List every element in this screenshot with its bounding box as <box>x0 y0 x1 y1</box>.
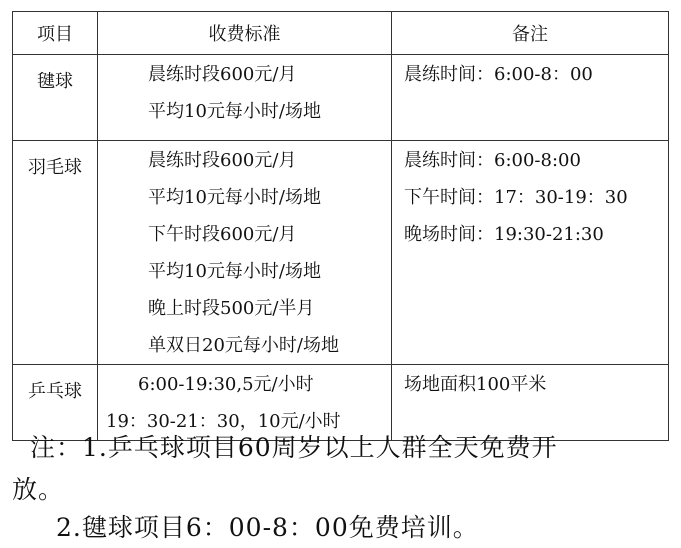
fee-line: 平均10元每小时/场地 <box>148 187 321 208</box>
table-row <box>13 141 669 365</box>
table-row <box>13 55 669 141</box>
footnote-line-2: 放。 <box>12 475 65 504</box>
footnote-line-3: 2.毽球项目6：00-8：00免费培训。 <box>56 513 479 542</box>
fee-cell <box>98 55 392 141</box>
column-header-item: 项目 <box>13 12 98 55</box>
fee-line: 单双日20元每小时/场地 <box>148 335 339 356</box>
fee-line: 平均10元每小时/场地 <box>148 101 321 122</box>
notes-line: 晚场时间：19:30-21:30 <box>404 224 604 245</box>
fee-line: 晚上时段500元/半月 <box>148 298 315 319</box>
notes-line: 晨练时间：6:00-8：00 <box>404 64 593 85</box>
notes-cell <box>392 55 669 141</box>
fee-line: 晨练时段600元/月 <box>148 64 297 85</box>
notes-line: 下午时间：17：30-19：30 <box>404 187 628 208</box>
fee-line: 平均10元每小时/场地 <box>148 261 321 282</box>
column-header-notes: 备注 <box>392 12 669 55</box>
item-cell: 乒乓球 <box>13 365 98 441</box>
item-cell: 羽毛球 <box>13 141 98 365</box>
fee-table <box>12 11 669 441</box>
notes-line: 场地面积100平米 <box>404 374 547 395</box>
notes-line: 晨练时间：6:00-8:00 <box>404 150 581 171</box>
fee-cell <box>98 141 392 365</box>
item-cell: 毽球 <box>13 55 98 141</box>
fee-line: 6:00-19:30,5元/小时 <box>138 374 314 395</box>
column-header-fee: 收费标准 <box>98 12 392 55</box>
notes-cell <box>392 141 669 365</box>
fee-line: 下午时段600元/月 <box>148 224 297 245</box>
footnote-line-1: 注：1.乒乓球项目60周岁以上人群全天免费开 <box>30 433 558 462</box>
table-header-row <box>13 12 669 55</box>
fee-line: 19：30-21：30，10元/小时 <box>106 411 341 432</box>
fee-line: 晨练时段600元/月 <box>148 150 297 171</box>
